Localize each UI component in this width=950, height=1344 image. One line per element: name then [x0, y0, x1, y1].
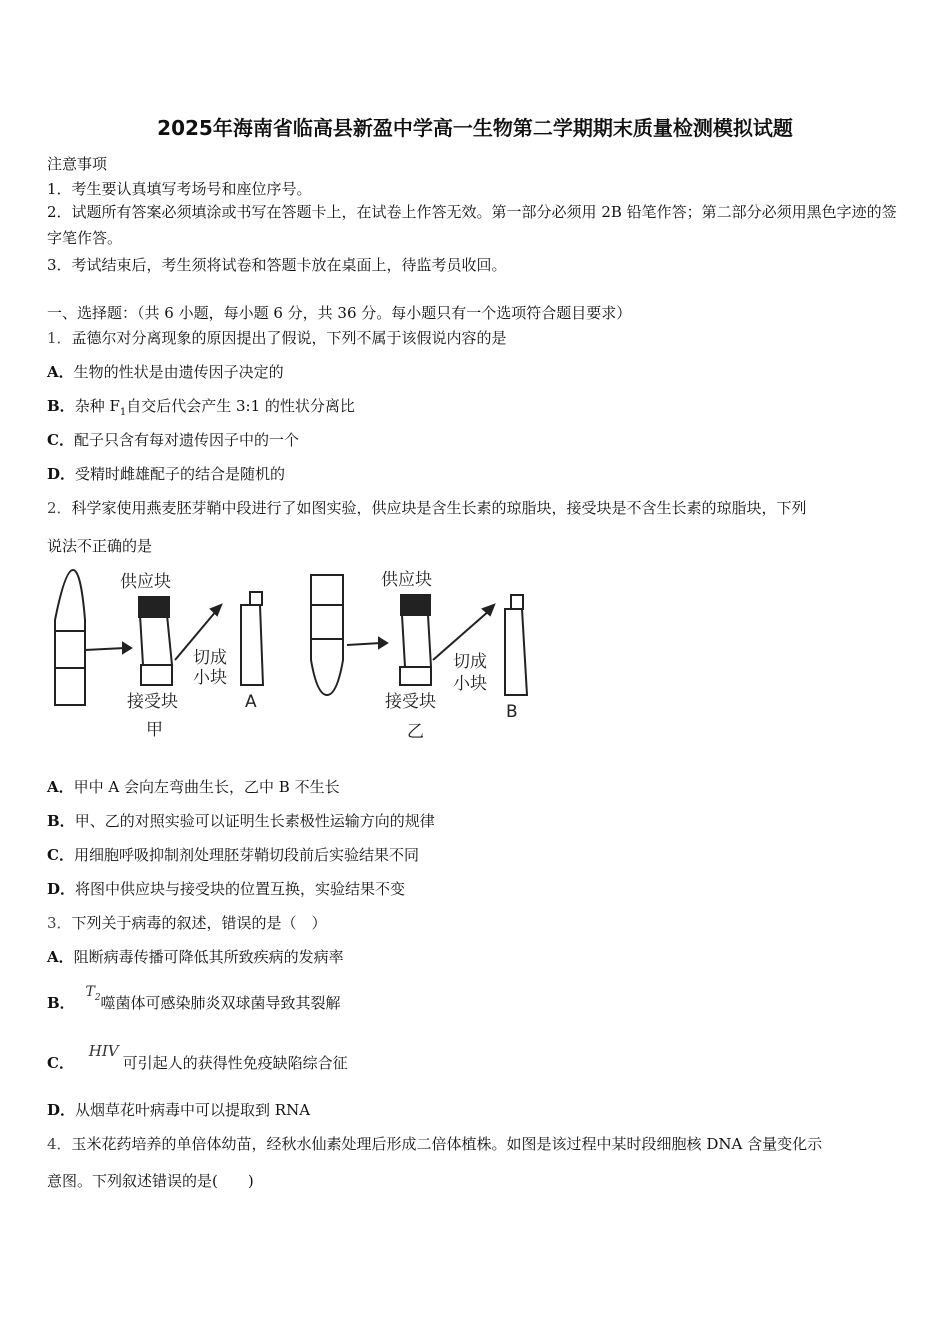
option-text: 用细胞呼吸抑制剂处理胚芽鞘切段前后实验结果不同: [73, 846, 419, 864]
q1-option-a: [47, 361, 284, 382]
supply-block: [401, 595, 430, 615]
option-label: A．: [47, 778, 74, 796]
question-3: [47, 912, 327, 933]
coleoptile-experiment-figure: [45, 565, 535, 745]
label-small-yi: 小块: [453, 674, 487, 694]
option-label: B．: [47, 812, 75, 830]
q1-option-b: [47, 395, 355, 418]
q2-option-b: [47, 810, 435, 831]
label-supply-yi: 供应块: [381, 570, 432, 590]
label-yi: 乙: [407, 722, 424, 742]
option-text: 甲、乙的对照实验可以证明生长素极性运输方向的规律: [74, 812, 435, 830]
formula-t2: [85, 984, 101, 1003]
formula-subscript: 2: [94, 992, 101, 1003]
q1-option-d: [47, 463, 285, 484]
q2-option-d: [47, 878, 405, 899]
subscript: 1: [119, 407, 127, 418]
option-text: 甲中 A 会向左弯曲生长，乙中 B 不生长: [73, 778, 340, 796]
label-b: B: [506, 702, 518, 722]
option-text: 配子只含有每对遗传因子中的一个: [73, 431, 299, 449]
stem-segment: [140, 615, 172, 665]
option-label: D．: [47, 465, 76, 483]
notice-heading: 注意事项: [47, 155, 108, 173]
option-text: 将图中供应块与接受块的位置互换，实验结果不变: [75, 880, 406, 898]
notice-item-3: 3．考试结束后，考生须将试卷和答题卡放在桌面上，待监考员收回。: [47, 256, 507, 274]
option-text: 生物的性状是由遗传因子决定的: [73, 363, 284, 381]
question-2: [47, 497, 807, 518]
question-number: 2．: [47, 499, 72, 517]
option-text: 杂种 F: [74, 397, 120, 415]
stem-segment: [402, 615, 431, 667]
q3-option-c: [47, 1042, 348, 1073]
label-supply-jia: 供应块: [120, 572, 171, 592]
formula-text: T: [85, 984, 95, 1000]
option-text: 噬菌体可感染肺炎双球菌导致其裂解: [100, 994, 341, 1012]
q3-option-a: [47, 946, 344, 967]
label-cut-yi: 切成: [453, 652, 487, 672]
arrow: [347, 643, 381, 645]
q3-option-d: [47, 1099, 310, 1120]
label-small-jia: 小块: [193, 668, 227, 688]
coleoptile-inverted: [311, 575, 343, 695]
supply-block: [139, 597, 169, 617]
question-stem: 下列关于病毒的叙述，错误的是（ ）: [71, 914, 327, 932]
q3-option-b: [47, 984, 341, 1015]
receive-block: [141, 665, 172, 685]
option-label: B．: [47, 397, 75, 415]
option-label: D．: [47, 880, 76, 898]
label-receive-jia: 接受块: [127, 692, 178, 712]
label-jia: 甲: [146, 720, 163, 740]
segment-b: [505, 609, 527, 695]
option-text: 自交后代会产生 3:1 的性状分离比: [126, 397, 355, 415]
question-4: [47, 1133, 822, 1154]
option-label: A．: [47, 363, 74, 381]
question-number: 1．: [47, 329, 72, 347]
option-label: D．: [47, 1101, 76, 1119]
question-1: [47, 327, 507, 348]
coleoptile-upright: [55, 570, 85, 705]
option-label: A．: [47, 948, 74, 966]
section-heading: 一、选择题：（共 6 小题，每小题 6 分，共 36 分。每小题只有一个选项符合题目要求）: [47, 304, 632, 322]
option-text: 受精时雌雄配子的结合是随机的: [75, 465, 286, 483]
question-stem: 玉米花药培养的单倍体幼苗，经秋水仙素处理后形成二倍体植株。如图是该过程中某时段细胞核 DNA 含量变化示: [71, 1135, 823, 1153]
question-number: 3．: [47, 914, 72, 932]
option-label: C．: [47, 431, 74, 449]
q2-option-a: [47, 776, 340, 797]
question-2-stem-cont: 说法不正确的是: [47, 537, 153, 555]
q2-option-c: [47, 844, 419, 865]
notice-item-1: 1．考生要认真填写考场号和座位序号。: [47, 180, 312, 198]
q1-option-c: [47, 429, 299, 450]
question-stem: 科学家使用燕麦胚芽鞘中段进行了如图实验，供应块是含生长素的琼脂块，接受块是不含生长素的琼脂块，下列: [71, 499, 807, 517]
segment-a: [241, 605, 263, 685]
option-text: 从烟草花叶病毒中可以提取到 RNA: [75, 1101, 311, 1119]
arrow: [85, 648, 125, 650]
option-text: 阻断病毒传播可降低其所致疾病的发病率: [73, 948, 344, 966]
option-text: 可引起人的获得性免疫缺陷综合征: [122, 1054, 348, 1072]
notice-item-2: 2．试题所有答案必须填涂或书写在答题卡上，在试卷上作答无效。第一部分必须用 2B 铅笔作答；第二部分必须用黑色字迹的签字笔作答。: [47, 203, 897, 247]
option-label: C．: [47, 846, 74, 864]
question-number: 4．: [47, 1135, 72, 1153]
receive-block: [400, 667, 431, 685]
question-stem: 孟德尔对分离现象的原因提出了假说，下列不属于该假说内容的是: [71, 329, 507, 347]
option-label: B．: [47, 994, 75, 1012]
question-4-stem-cont: 意图。下列叙述错误的是( ): [47, 1172, 254, 1190]
label-receive-yi: 接受块: [385, 692, 436, 712]
formula-hiv: HIV: [88, 1042, 119, 1060]
option-label: C．: [47, 1054, 74, 1072]
label-cut-jia: 切成: [193, 648, 227, 668]
label-a: A: [245, 692, 257, 712]
page-title: 2025年海南省临高县新盈中学高一生物第二学期期末质量检测模拟试题: [157, 116, 793, 140]
